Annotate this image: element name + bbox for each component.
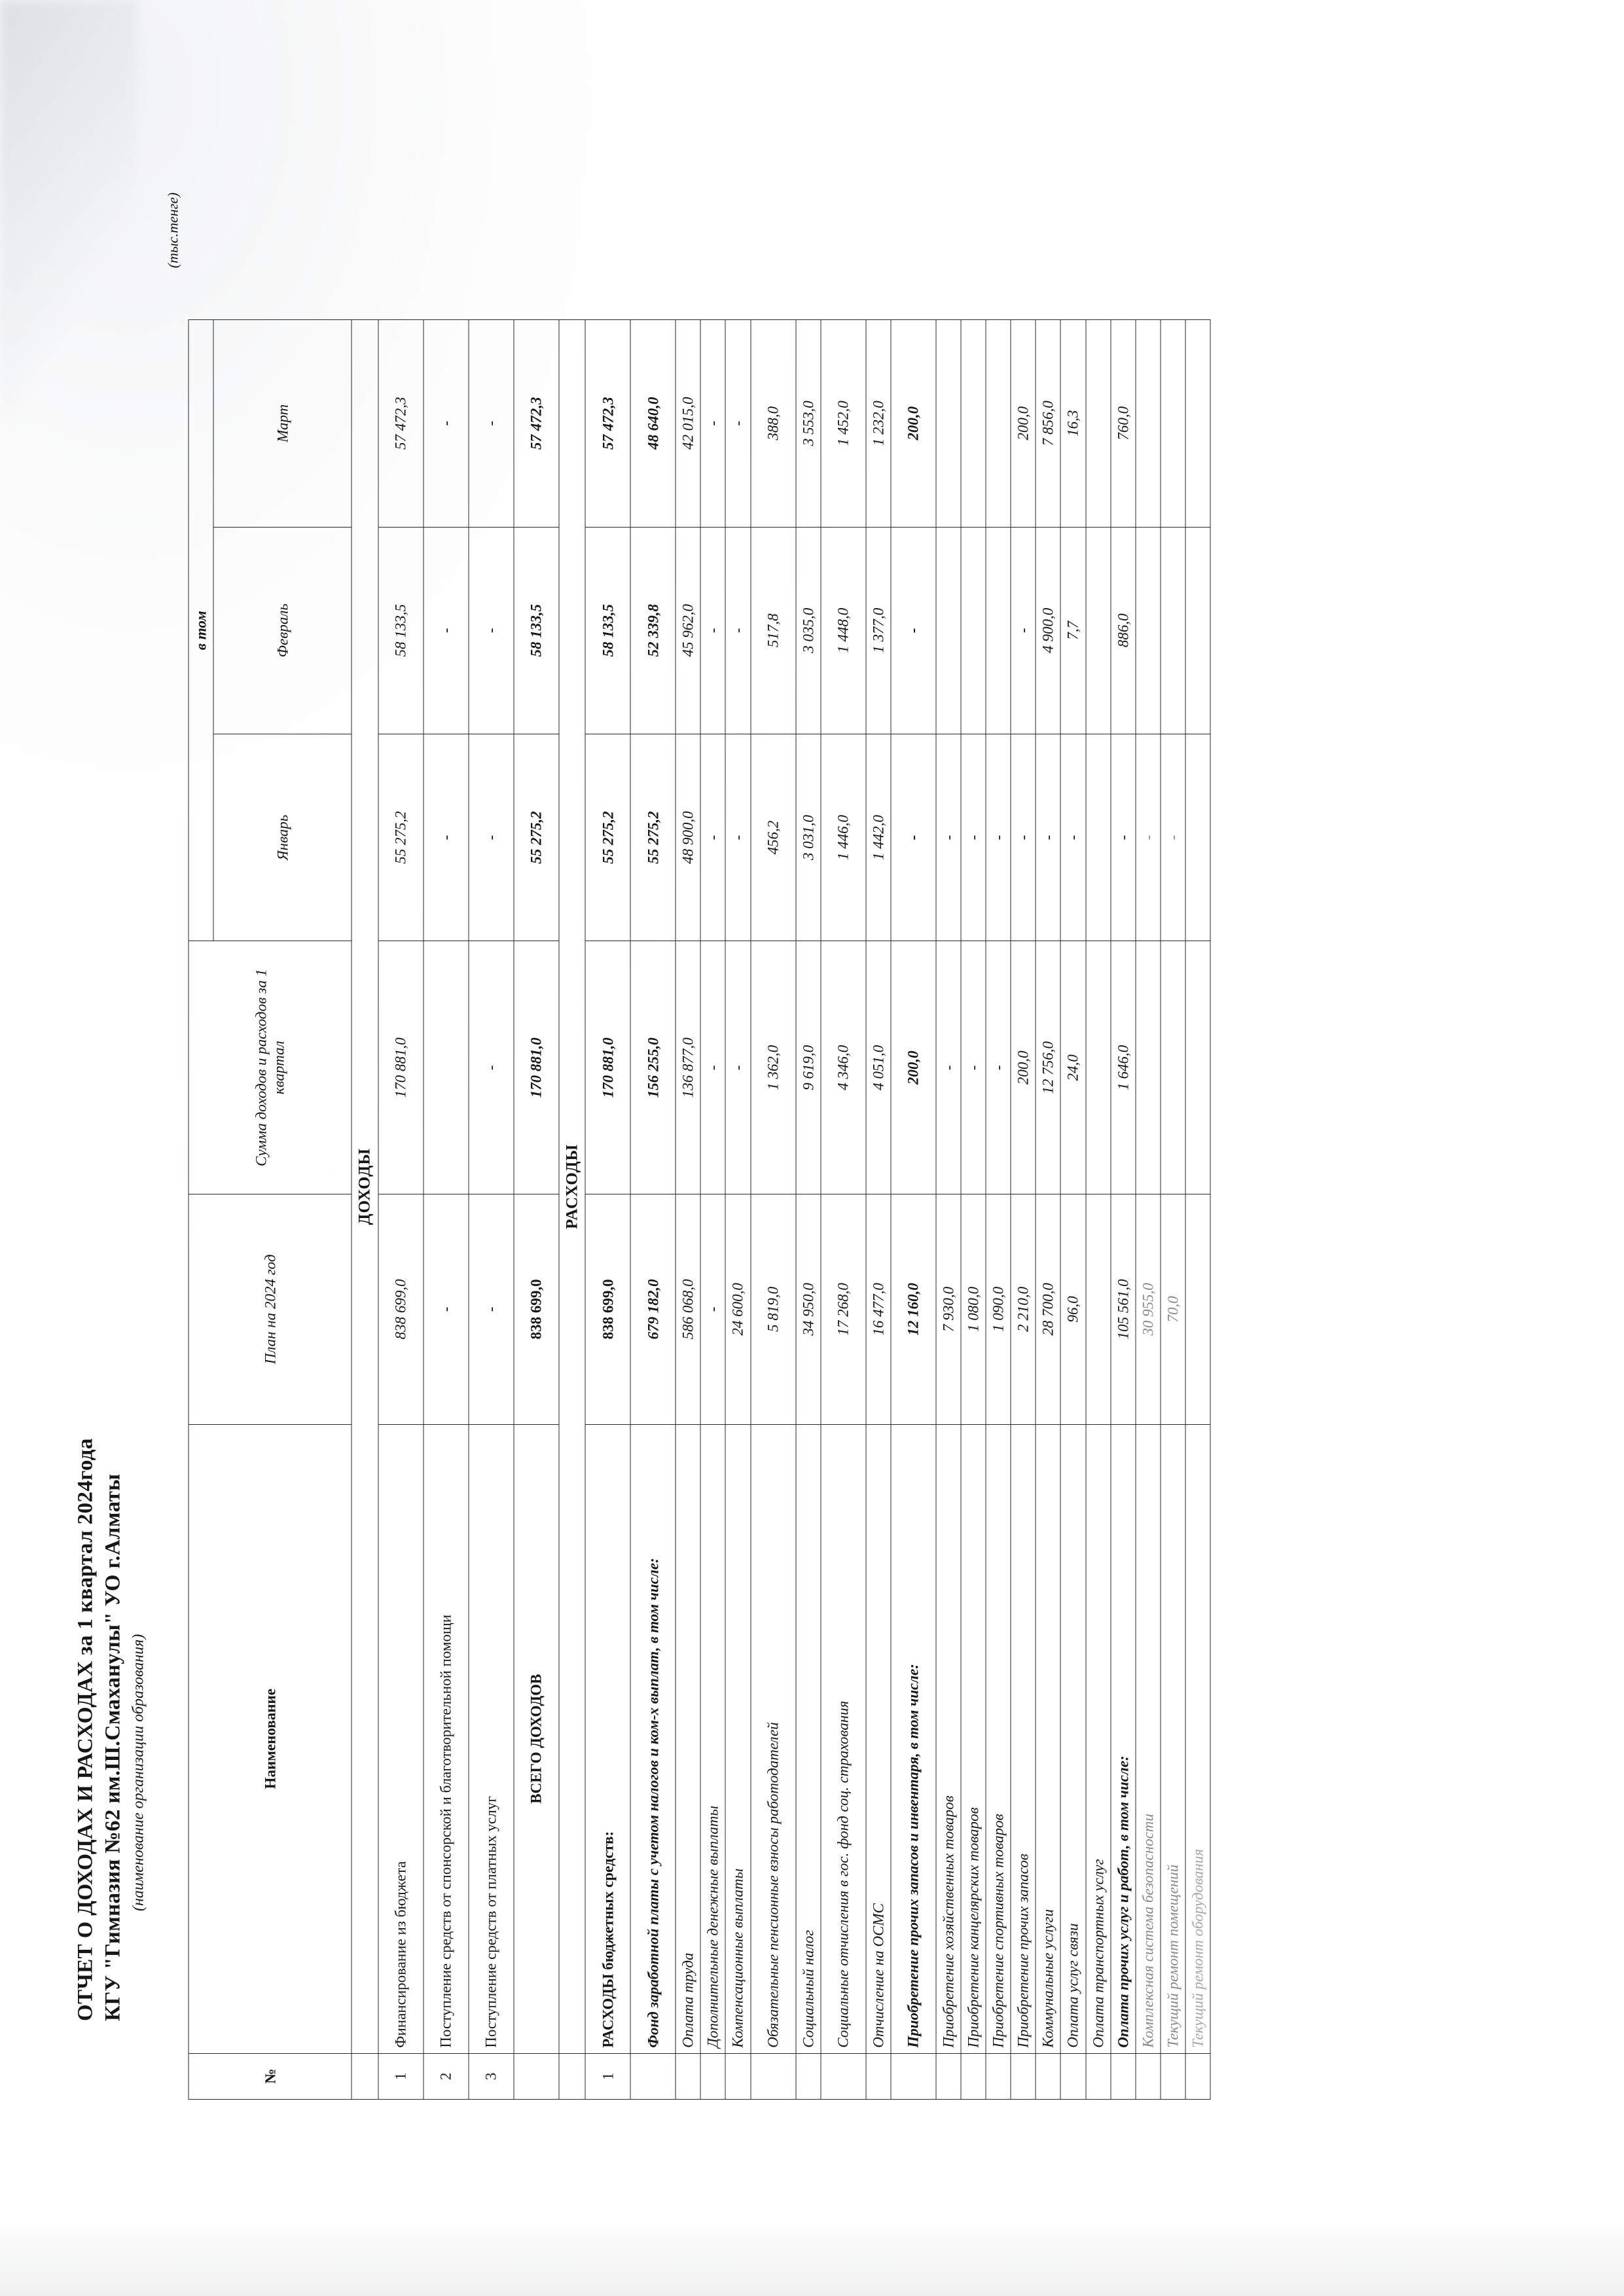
row-jan: 55 275,2 [585,734,630,941]
row-sum: 4 346,0 [820,941,865,1194]
row-mar: - [725,320,750,528]
row-name: Фонд заработной платы с учетом налогов и ком-х выплат, в том числе: [630,1424,676,2053]
row-jan: - [986,734,1011,941]
row-num [1135,2053,1160,2099]
col-header-name: Наименование [189,1424,352,2053]
report-title-line2: КГУ "Гимназия №62 им.Ш.Смаханулы" УО г.Алматы [101,1473,124,2021]
row-plan: 17 268,0 [820,1194,865,1425]
row-plan: 838 699,0 [585,1194,630,1425]
row-plan [1085,1194,1110,1425]
table-row [1160,320,1185,2100]
table-row [820,320,865,2100]
table-row [1110,320,1135,2100]
row-num [700,2053,725,2099]
row-plan: 34 950,0 [795,1194,820,1425]
row-mar: 1 232,0 [865,320,890,528]
row-name: Компенсационные выплаты [725,1424,750,2053]
units-label: (тыс.тенге) [164,192,181,268]
row-num: 1 [378,2053,423,2099]
row-sum: 1 646,0 [1110,941,1135,1194]
row-num: 2 [423,2053,468,2099]
table-row [750,320,795,2100]
row-jan: - [468,734,513,941]
row-sum: 200,0 [890,941,935,1194]
row-sum [1085,941,1110,1194]
row-sum: 9 619,0 [795,941,820,1194]
row-feb [1160,527,1185,734]
row-feb: 58 133,5 [378,527,423,734]
row-mar: 48 640,0 [630,320,676,528]
row-num [630,2053,676,2099]
table-row [890,320,935,2100]
row-jan [1185,734,1210,941]
row-sum [1185,941,1210,1194]
table-row [468,320,513,2100]
col-header-num: № [189,2053,352,2099]
row-mar: 57 472,3 [513,320,558,528]
row-mar: 7 856,0 [1036,320,1060,528]
row-mar: 16,3 [1060,320,1085,528]
row-num [795,2053,820,2099]
row-name: Дополнительные денежные выплаты [700,1424,725,2053]
row-mar [1085,320,1110,528]
row-jan: - [423,734,468,941]
row-num [1036,2053,1060,2099]
row-jan: - [725,734,750,941]
col-header-january: Январь [213,734,352,941]
table-row [795,320,820,2100]
row-mar [1160,320,1185,528]
col-header-february: Февраль [213,527,352,734]
row-sum: 200,0 [1011,941,1036,1194]
row-num [865,2053,890,2099]
row-feb [1135,527,1160,734]
col-header-group: в том [189,320,213,941]
row-mar: 760,0 [1110,320,1135,528]
row-sum: 12 756,0 [1036,941,1060,1194]
row-mar: 57 472,3 [585,320,630,528]
section-row-expenses [558,320,585,2100]
row-feb: 45 962,0 [676,527,700,734]
row-plan: 1 080,0 [960,1194,985,1425]
row-sum: 136 877,0 [676,941,700,1194]
row-feb: - [423,527,468,734]
row-feb: 4 900,0 [1036,527,1060,734]
table-body [352,320,1210,2100]
row-sum [1135,941,1160,1194]
col-header-sum: Сумма доходов и расходов за 1 квартал [189,941,352,1194]
table-row [1135,320,1160,2100]
row-mar: 388,0 [750,320,795,528]
row-sum: - [468,941,513,1194]
row-plan: 28 700,0 [1036,1194,1060,1425]
row-num [725,2053,750,2099]
row-name: Обязательные пенсионные взносы работодателей [750,1424,795,2053]
row-mar: 3 553,0 [795,320,820,528]
row-jan [1085,734,1110,941]
row-jan: - [1060,734,1085,941]
section-spacer [352,2053,378,2099]
row-mar [986,320,1011,528]
row-jan: - [960,734,985,941]
row-plan: - [423,1194,468,1425]
row-jan: - [935,734,960,941]
row-num [820,2053,865,2099]
row-name: Приобретение прочих запасов и инвентаря, в том числе: [890,1424,935,2053]
row-jan: - [1036,734,1060,941]
table-row [585,320,630,2100]
row-jan: 456,2 [750,734,795,941]
table-row-total-incomes [513,320,558,2100]
row-feb: - [725,527,750,734]
row-mar: 200,0 [1011,320,1036,528]
row-name: ВСЕГО ДОХОДОВ [513,1424,558,2053]
row-num [1160,2053,1185,2099]
row-name: Отчисление на ОСМС [865,1424,890,2053]
row-name: Оплата прочих услуг и работ, в том числе: [1110,1424,1135,2053]
table-row [935,320,960,2100]
row-name: Коммунальные услуги [1036,1424,1060,2053]
row-sum: - [725,941,750,1194]
table-row [630,320,676,2100]
table-row [378,320,423,2100]
row-name: Приобретение спортивных товаров [986,1424,1011,2053]
row-plan: 2 210,0 [1011,1194,1036,1425]
table-row [676,320,700,2100]
row-plan [1185,1194,1210,1425]
row-mar: 42 015,0 [676,320,700,528]
row-name: Социальный налог [795,1424,820,2053]
table-head [189,320,352,2100]
report-subtitle: (наименование организации образования) [130,1634,147,1911]
row-sum [1160,941,1185,1194]
row-plan: 5 819,0 [750,1194,795,1425]
row-mar: 200,0 [890,320,935,528]
row-feb: 58 133,5 [585,527,630,734]
row-feb: 7,7 [1060,527,1085,734]
row-feb [960,527,985,734]
row-sum: - [700,941,725,1194]
row-num [676,2053,700,2099]
row-name: Текущий ремонт помещений [1160,1424,1185,2053]
row-mar: 57 472,3 [378,320,423,528]
row-plan: 24 600,0 [725,1194,750,1425]
table-row [865,320,890,2100]
table-row [1085,320,1110,2100]
row-plan: 30 955,0 [1135,1194,1160,1425]
col-header-plan: План на 2024 год [189,1194,352,1425]
row-mar: - [423,320,468,528]
row-name: Социальные отчисления в гос. фонд соц. страхования [820,1424,865,2053]
report-table [188,319,1210,2100]
row-jan: 55 275,2 [630,734,676,941]
row-mar: - [700,320,725,528]
row-name: Оплата услуг связи [1060,1424,1085,2053]
row-plan: - [468,1194,513,1425]
row-mar: 1 452,0 [820,320,865,528]
row-sum: - [935,941,960,1194]
row-num [1110,2053,1135,2099]
row-feb: 1 448,0 [820,527,865,734]
row-jan: - [1110,734,1135,941]
row-sum: 4 051,0 [865,941,890,1194]
row-sum: 170 881,0 [513,941,558,1194]
table-row [423,320,468,2100]
row-feb: 58 133,5 [513,527,558,734]
row-plan: 70,0 [1160,1194,1185,1425]
row-feb: 3 035,0 [795,527,820,734]
col-header-march: Март [213,320,352,528]
row-mar [1135,320,1160,528]
row-num [1085,2053,1110,2099]
report-title-line1: ОТЧЕТ О ДОХОДАХ И РАСХОДАХ за 1 квартал 2024года [73,1438,97,2021]
row-feb: 517,8 [750,527,795,734]
table-row [1060,320,1085,2100]
row-name: Комплексная система безопасности [1135,1424,1160,2053]
row-num [890,2053,935,2099]
row-mar: - [468,320,513,528]
section-spacer [558,2053,585,2099]
row-name: Приобретение канцелярских товаров [960,1424,985,2053]
table-row [725,320,750,2100]
row-feb [1185,527,1210,734]
row-sum: 170 881,0 [378,941,423,1194]
row-sum: 156 255,0 [630,941,676,1194]
row-name: Поступление средств от спонсорской и благотворительной помощи [423,1424,468,2053]
row-num [513,2053,558,2099]
row-sum: 170 881,0 [585,941,630,1194]
row-jan: 1 446,0 [820,734,865,941]
row-feb [1085,527,1110,734]
row-sum [423,941,468,1194]
row-jan: - [700,734,725,941]
row-plan: 16 477,0 [865,1194,890,1425]
row-plan: 838 699,0 [513,1194,558,1425]
row-name: Финансирование из бюджета [378,1424,423,2053]
row-name: Оплата труда [676,1424,700,2053]
row-jan: - [1135,734,1160,941]
row-num [1011,2053,1036,2099]
row-mar [935,320,960,528]
row-plan: 12 160,0 [890,1194,935,1425]
row-feb: - [700,527,725,734]
section-title-incomes: ДОХОДЫ [352,320,378,2054]
row-num [986,2053,1011,2099]
row-sum: - [986,941,1011,1194]
row-feb: 1 377,0 [865,527,890,734]
row-feb: - [468,527,513,734]
row-plan: 96,0 [1060,1194,1085,1425]
section-row-incomes [352,320,378,2100]
row-feb [986,527,1011,734]
row-name: Приобретение хозяйственных товаров [935,1424,960,2053]
table-row [1036,320,1060,2100]
table-row [986,320,1011,2100]
row-name: Поступление средств от платных услуг [468,1424,513,2053]
row-feb: 52 339,8 [630,527,676,734]
row-plan: - [700,1194,725,1425]
row-num: 3 [468,2053,513,2099]
row-num: 1 [585,2053,630,2099]
table-row [960,320,985,2100]
row-num [1060,2053,1085,2099]
row-plan: 1 090,0 [986,1194,1011,1425]
row-jan: - [890,734,935,941]
row-num [750,2053,795,2099]
row-jan: 1 442,0 [865,734,890,941]
row-plan: 586 068,0 [676,1194,700,1425]
section-title-expenses: РАСХОДЫ [558,320,585,2054]
row-num [1185,2053,1210,2099]
row-plan: 105 561,0 [1110,1194,1135,1425]
row-name: Текущий ремонт оборудования [1185,1424,1210,2053]
row-sum: - [960,941,985,1194]
document-header [73,182,147,2021]
row-plan: 838 699,0 [378,1194,423,1425]
row-jan: 55 275,2 [513,734,558,941]
row-mar [1185,320,1210,528]
row-jan: 48 900,0 [676,734,700,941]
row-plan: 7 930,0 [935,1194,960,1425]
row-feb: - [1011,527,1036,734]
row-sum: 24,0 [1060,941,1085,1194]
row-name: РАСХОДЫ бюджетных средств: [585,1424,630,2053]
row-feb [935,527,960,734]
row-jan: - [1011,734,1036,941]
row-plan: 679 182,0 [630,1194,676,1425]
row-jan: 55 275,2 [378,734,423,941]
row-name: Приобретение прочих запасов [1011,1424,1036,2053]
row-feb: 886,0 [1110,527,1135,734]
row-feb: - [890,527,935,734]
row-sum: 1 362,0 [750,941,795,1194]
table-row [1011,320,1036,2100]
row-num [935,2053,960,2099]
row-mar [960,320,985,528]
table-row [700,320,725,2100]
row-jan: 3 031,0 [795,734,820,941]
row-name: Оплата транспортных услуг [1085,1424,1110,2053]
row-jan: - [1160,734,1185,941]
row-num [960,2053,985,2099]
table-row [1185,320,1210,2100]
document-body [73,182,1210,2100]
